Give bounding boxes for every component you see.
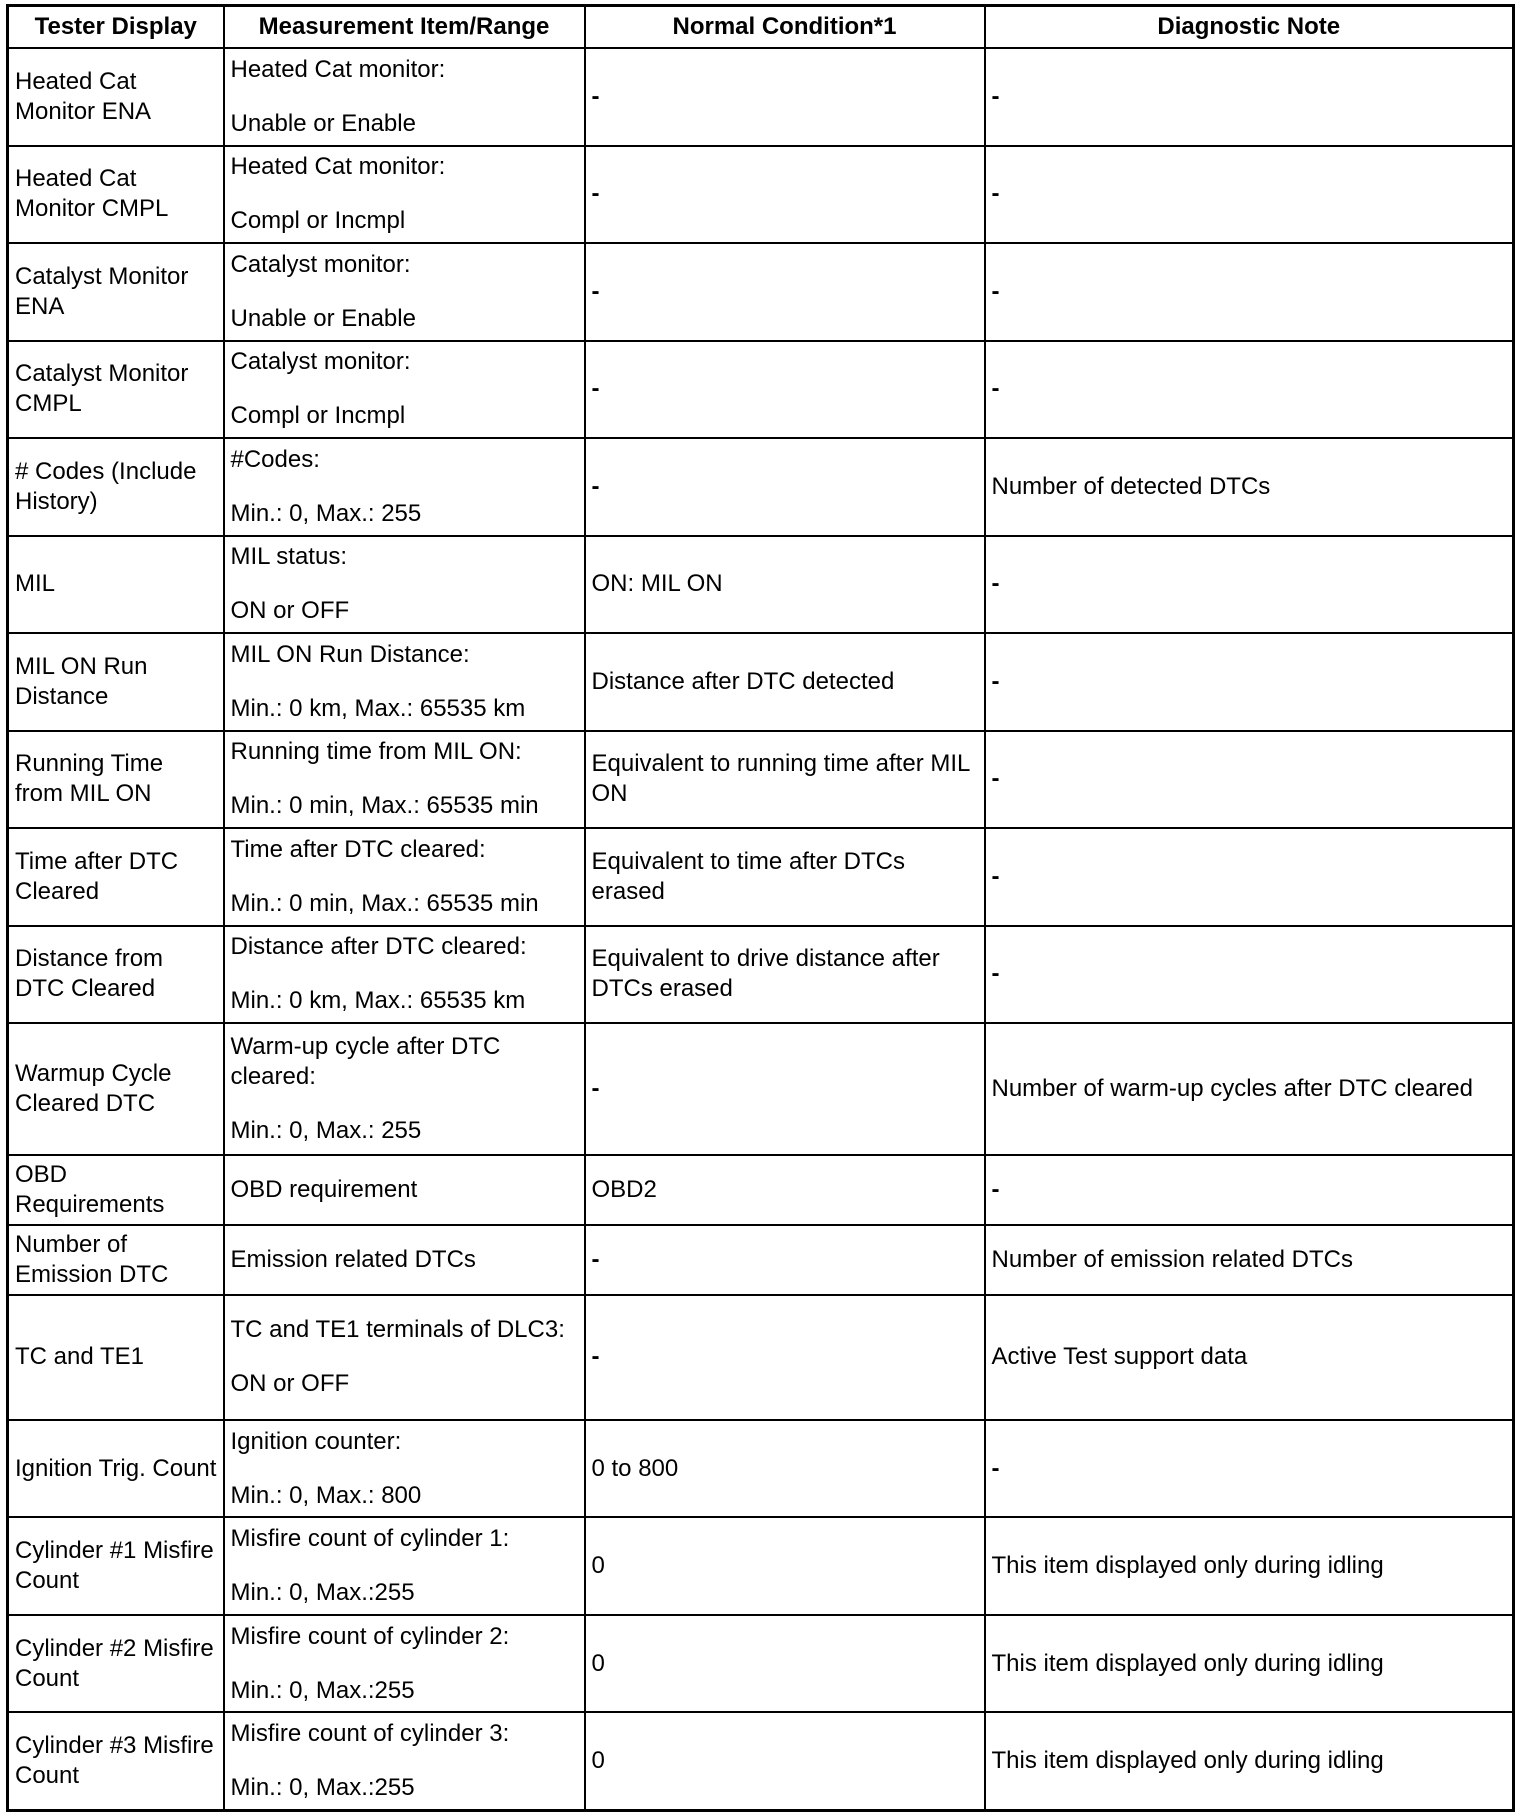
measurement-name: Running time from MIL ON: (230, 738, 522, 766)
cell-measurement-item (224, 1155, 585, 1225)
cell-tester-display: Catalyst Monitor CMPL (8, 341, 224, 439)
data-list-table (6, 4, 1515, 1812)
cell-diagnostic-note: - (985, 1155, 1514, 1225)
cell-measurement-item (224, 341, 585, 439)
table-row (8, 1295, 1514, 1420)
cell-measurement-item (224, 1712, 585, 1810)
cell-diagnostic-note: This item displayed only during idling (985, 1712, 1514, 1810)
measurement-name: OBD requirement (230, 1175, 418, 1203)
measurement-range: Compl or Incmpl (230, 402, 406, 430)
measurement-range: Compl or Incmpl (230, 207, 406, 235)
measurement-range: Min.: 0, Max.:255 (230, 1579, 415, 1607)
cell-normal-condition: Distance after DTC detected (585, 633, 985, 731)
cell-normal-condition: - (585, 1225, 985, 1295)
table-row (8, 243, 1514, 341)
table-row (8, 146, 1514, 244)
measurement-name: #Codes: (230, 445, 320, 473)
table-row (8, 536, 1514, 634)
measurement-name: Distance after DTC cleared: (230, 933, 527, 961)
table-row (8, 828, 1514, 926)
cell-measurement-item (224, 243, 585, 341)
measurement-range: Unable or Enable (230, 109, 416, 137)
cell-normal-condition: - (585, 48, 985, 146)
cell-diagnostic-note: - (985, 633, 1514, 731)
cell-measurement-item (224, 1023, 585, 1155)
cell-normal-condition: ON: MIL ON (585, 536, 985, 634)
cell-diagnostic-note: - (985, 341, 1514, 439)
header-measurement-item: Measurement Item/Range (224, 6, 585, 49)
header-tester-display: Tester Display (8, 6, 224, 49)
measurement-name: Emission related DTCs (230, 1245, 476, 1273)
cell-normal-condition: Equivalent to time after DTCs erased (585, 828, 985, 926)
cell-normal-condition: - (585, 146, 985, 244)
measurement-range: Min.: 0, Max.: 800 (230, 1481, 422, 1509)
cell-diagnostic-note: - (985, 146, 1514, 244)
cell-diagnostic-note: - (985, 828, 1514, 926)
cell-diagnostic-note: - (985, 1420, 1514, 1518)
cell-tester-display: Distance from DTC Cleared (8, 926, 224, 1024)
cell-tester-display: Time after DTC Cleared (8, 828, 224, 926)
cell-diagnostic-note: - (985, 243, 1514, 341)
header-diagnostic-note: Diagnostic Note (985, 6, 1514, 49)
cell-measurement-item (224, 1517, 585, 1615)
measurement-name: Misfire count of cylinder 2: (230, 1622, 510, 1650)
measurement-range: ON or OFF (230, 597, 350, 625)
cell-measurement-item (224, 926, 585, 1024)
cell-diagnostic-note: This item displayed only during idling (985, 1517, 1514, 1615)
cell-measurement-item (224, 633, 585, 731)
measurement-name: Heated Cat monitor: (230, 153, 446, 181)
measurement-name: Warm-up cycle after DTC cleared: (230, 1032, 501, 1090)
table-row (8, 1155, 1514, 1225)
cell-tester-display: Cylinder #2 Misfire Count (8, 1615, 224, 1713)
cell-tester-display: OBD Requirements (8, 1155, 224, 1225)
cell-normal-condition: - (585, 243, 985, 341)
cell-tester-display: MIL ON Run Distance (8, 633, 224, 731)
measurement-range: ON or OFF (230, 1370, 350, 1398)
table-row (8, 48, 1514, 146)
measurement-range: Min.: 0 km, Max.: 65535 km (230, 987, 526, 1015)
cell-normal-condition: 0 (585, 1517, 985, 1615)
cell-measurement-item (224, 146, 585, 244)
table-row (8, 1517, 1514, 1615)
cell-tester-display: MIL (8, 536, 224, 634)
cell-normal-condition: OBD2 (585, 1155, 985, 1225)
cell-measurement-item (224, 438, 585, 536)
measurement-range: Min.: 0, Max.: 255 (230, 499, 422, 527)
measurement-name: MIL ON Run Distance: (230, 640, 470, 668)
cell-tester-display: Cylinder #3 Misfire Count (8, 1712, 224, 1810)
cell-diagnostic-note: Number of detected DTCs (985, 438, 1514, 536)
cell-diagnostic-note: - (985, 536, 1514, 634)
cell-tester-display: Ignition Trig. Count (8, 1420, 224, 1518)
measurement-range: Min.: 0 km, Max.: 65535 km (230, 694, 526, 722)
measurement-name: Catalyst monitor: (230, 348, 411, 376)
measurement-name: MIL status: (230, 543, 347, 571)
header-row (8, 6, 1514, 49)
table-row (8, 1420, 1514, 1518)
cell-normal-condition: - (585, 341, 985, 439)
cell-tester-display: Warmup Cycle Cleared DTC (8, 1023, 224, 1155)
cell-diagnostic-note: This item displayed only during idling (985, 1615, 1514, 1713)
cell-diagnostic-note: Number of emission related DTCs (985, 1225, 1514, 1295)
table-row (8, 341, 1514, 439)
cell-tester-display: Catalyst Monitor ENA (8, 243, 224, 341)
header-normal-condition: Normal Condition*1 (585, 6, 985, 49)
cell-measurement-item (224, 1295, 585, 1420)
measurement-range: Min.: 0 min, Max.: 65535 min (230, 792, 539, 820)
cell-normal-condition: - (585, 1023, 985, 1155)
cell-tester-display: Heated Cat Monitor CMPL (8, 146, 224, 244)
measurement-name: Misfire count of cylinder 1: (230, 1525, 510, 1553)
cell-measurement-item (224, 1420, 585, 1518)
cell-tester-display: Number of Emission DTC (8, 1225, 224, 1295)
cell-tester-display: Heated Cat Monitor ENA (8, 48, 224, 146)
table-row (8, 1023, 1514, 1155)
cell-diagnostic-note: Number of warm-up cycles after DTC cleared (985, 1023, 1514, 1155)
cell-normal-condition: 0 (585, 1615, 985, 1713)
cell-diagnostic-note: - (985, 731, 1514, 829)
table-row (8, 1225, 1514, 1295)
cell-measurement-item (224, 48, 585, 146)
cell-normal-condition: Equivalent to running time after MIL ON (585, 731, 985, 829)
cell-tester-display: Cylinder #1 Misfire Count (8, 1517, 224, 1615)
cell-measurement-item (224, 828, 585, 926)
measurement-range: Min.: 0, Max.: 255 (230, 1116, 422, 1144)
measurement-name: TC and TE1 terminals of DLC3: (230, 1316, 565, 1344)
measurement-range: Min.: 0, Max.:255 (230, 1774, 415, 1802)
cell-normal-condition: Equivalent to drive distance after DTCs erased (585, 926, 985, 1024)
cell-tester-display: # Codes (Include History) (8, 438, 224, 536)
cell-normal-condition: - (585, 438, 985, 536)
cell-diagnostic-note: - (985, 926, 1514, 1024)
cell-measurement-item (224, 731, 585, 829)
table-row (8, 1712, 1514, 1810)
measurement-name: Ignition counter: (230, 1427, 402, 1455)
cell-measurement-item (224, 536, 585, 634)
measurement-range: Min.: 0, Max.:255 (230, 1676, 415, 1704)
table-row (8, 926, 1514, 1024)
cell-diagnostic-note: Active Test support data (985, 1295, 1514, 1420)
table-row (8, 731, 1514, 829)
table-row (8, 438, 1514, 536)
measurement-range: Min.: 0 min, Max.: 65535 min (230, 889, 539, 917)
cell-normal-condition: - (585, 1295, 985, 1420)
measurement-range: Unable or Enable (230, 304, 416, 332)
measurement-name: Misfire count of cylinder 3: (230, 1720, 510, 1748)
cell-measurement-item (224, 1615, 585, 1713)
cell-tester-display: TC and TE1 (8, 1295, 224, 1420)
table-row (8, 1615, 1514, 1713)
cell-diagnostic-note: - (985, 48, 1514, 146)
measurement-name: Time after DTC cleared: (230, 835, 486, 863)
cell-normal-condition: 0 to 800 (585, 1420, 985, 1518)
table-row (8, 633, 1514, 731)
measurement-name: Catalyst monitor: (230, 250, 411, 278)
cell-normal-condition: 0 (585, 1712, 985, 1810)
cell-tester-display: Running Time from MIL ON (8, 731, 224, 829)
cell-measurement-item (224, 1225, 585, 1295)
measurement-name: Heated Cat monitor: (230, 55, 446, 83)
